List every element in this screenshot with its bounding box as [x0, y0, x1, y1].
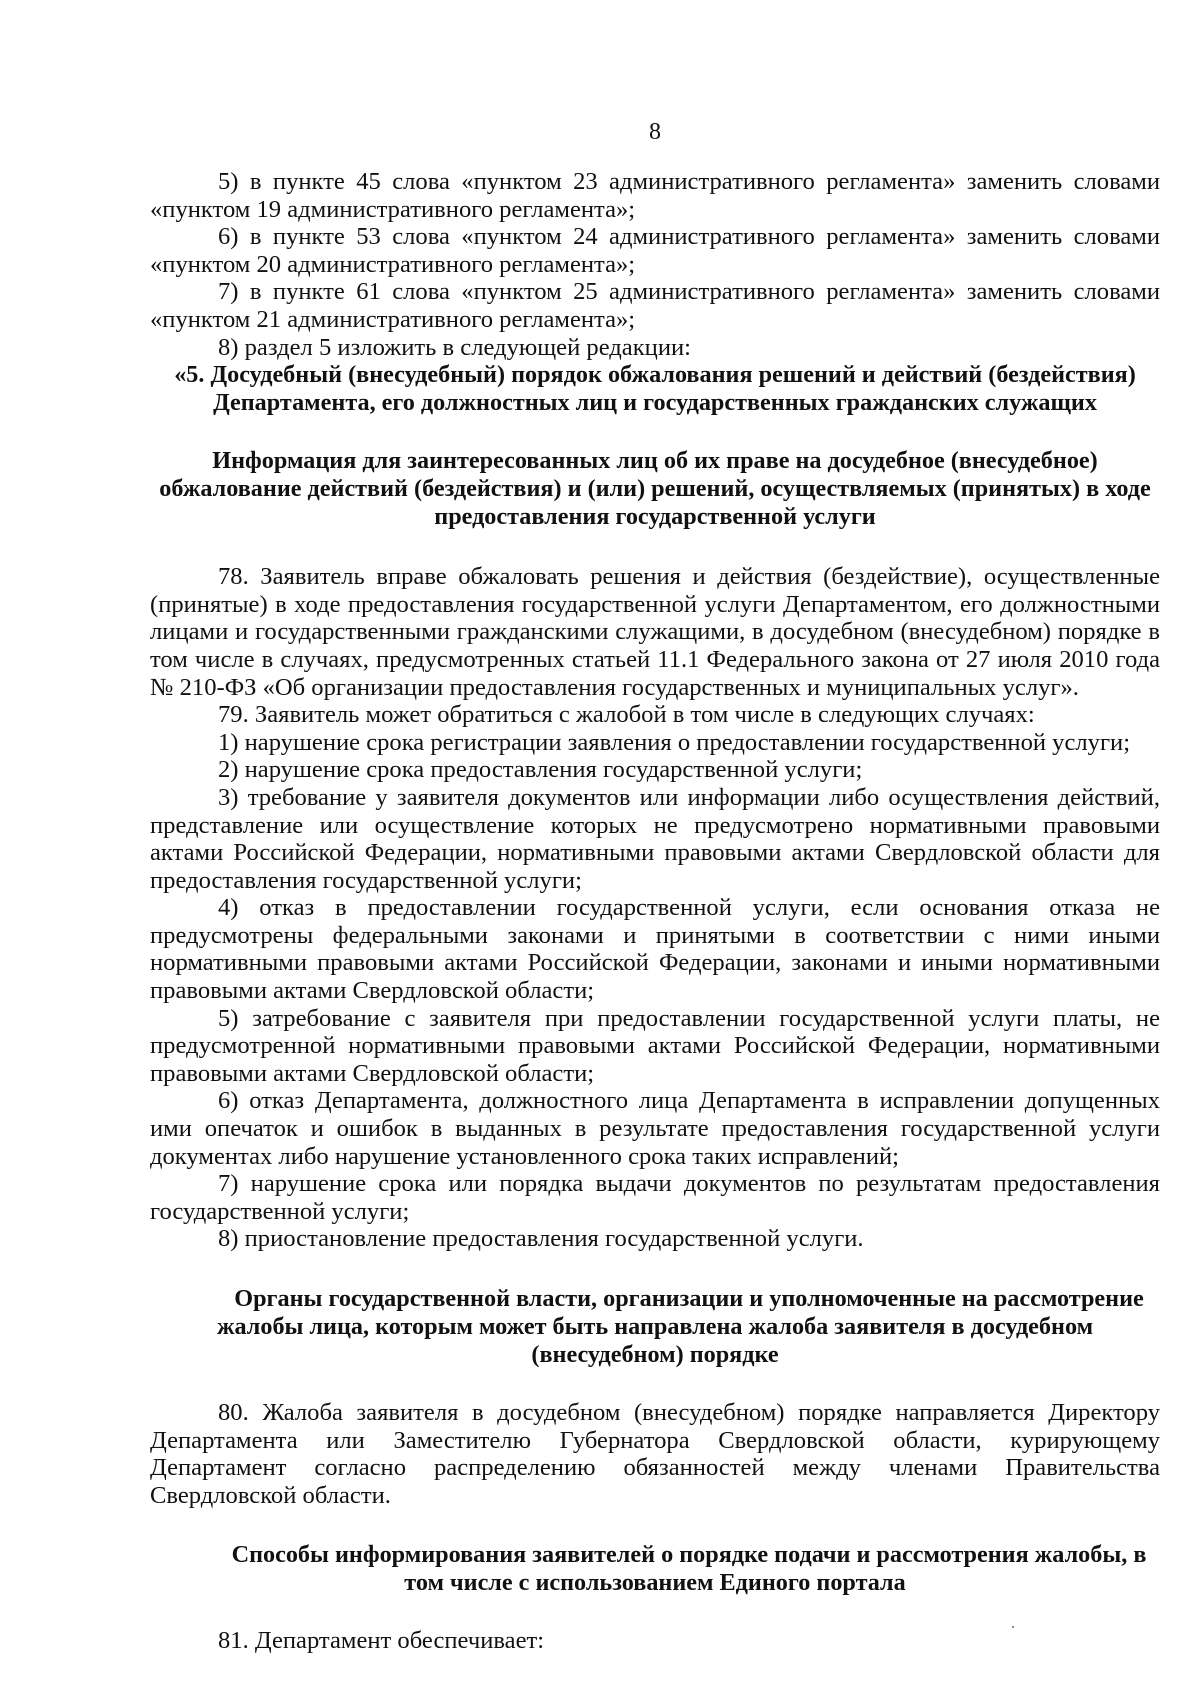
section-heading: «5. Досудебный (внесудебный) порядок обжалования решений и действий (бездействия) Департамента, его должностных лиц и государственных гражданских служащих	[174, 361, 1136, 417]
paragraph: 5) затребование с заявителя при предоставлении государственной услуги платы, не предусмотренной нормативными правовыми актами Российской Федерации, нормативными правовыми актами Свердловской области;	[150, 1004, 1160, 1087]
document-body	[150, 168, 1160, 1655]
section-heading: Органы государственной власти, организации и уполномоченные на рассмотрение жалобы лица, которым может быть направлена жалоба заявителя в досудебном (внесудебном) порядке	[216, 1285, 1144, 1368]
paragraph: 5) в пункте 45 слова «пунктом 23 административного регламента» заменить словами «пунктом 19 административного регламента»;	[150, 168, 1160, 223]
paragraph: 6) в пункте 53 слова «пунктом 24 административного регламента» заменить словами «пунктом 20 административного регламента»;	[150, 223, 1160, 278]
spacer	[150, 1597, 1160, 1627]
paragraph: 78. Заявитель вправе обжаловать решения и действия (бездействие), осуществленные (принятые) в ходе предоставления государственной услуги Департаментом, его должностными лицами и государственными гражданскими служащими, в досудебном (внесудебном) порядке в том числе в случаях, предусмотренных статьей 11.1 Федерального закона от 27 июля 2010 года № 210-ФЗ «Об организации предоставления государственных и муниципальных услуг».	[150, 563, 1160, 701]
spacer	[150, 1253, 1160, 1285]
paragraph: 7) нарушение срока или порядка выдачи документов по результатам предоставления государственной услуги;	[150, 1170, 1160, 1225]
spacer	[150, 531, 1160, 563]
paragraph: 81. Департамент обеспечивает:	[218, 1627, 545, 1655]
paragraph: 79. Заявитель может обратиться с жалобой в том числе в следующих случаях:	[218, 701, 1035, 729]
spacer	[150, 1369, 1160, 1399]
page-number: 8	[649, 119, 661, 145]
paragraph: 3) требование у заявителя документов или информации либо осуществления действий, представление или осуществление которых не предусмотрено нормативными правовыми актами Российской Федерации, нормативными правовыми актами Свердловской области для предоставления государственной услуги;	[150, 783, 1160, 894]
paragraph: 1) нарушение срока регистрации заявления о предоставлении государственной услуги;	[218, 728, 1131, 756]
spacer	[150, 1509, 1160, 1541]
paragraph: 7) в пункте 61 слова «пунктом 25 административного регламента» заменить словами «пунктом 21 административного регламента»;	[150, 278, 1160, 333]
paragraph: 8) приостановление предоставления государственной услуги.	[218, 1225, 864, 1253]
section-heading: Информация для заинтересованных лиц об их праве на досудебное (внесудебное) обжалование действий (бездействия) и (или) решений, осуществляемых (принятых) в ходе предоставления государственной услуги	[159, 447, 1151, 531]
paragraph: 80. Жалоба заявителя в досудебном (внесудебном) порядке направляется Директору Департамента или Заместителю Губернатора Свердловской области, курирующему Департамент согласно распределению обязанностей между членами Правительства Свердловской области.	[150, 1399, 1160, 1509]
paragraph: 6) отказ Департамента, должностного лица Департамента в исправлении допущенных ими опечаток и ошибок в выданных в результате предоставления государственной услуги документах либо нарушение установленного срока таких исправлений;	[150, 1087, 1160, 1170]
paragraph: 2) нарушение срока предоставления государственной услуги;	[218, 756, 863, 784]
paragraph: 8) раздел 5 изложить в следующей редакции:	[218, 333, 691, 361]
spacer	[150, 417, 1160, 447]
section-heading: Способы информирования заявителей о порядке подачи и рассмотрения жалобы, в том числе с использованием Единого портала	[231, 1541, 1147, 1597]
scan-mark	[1012, 1626, 1014, 1628]
paragraph: 4) отказ в предоставлении государственной услуги, если основания отказа не предусмотрены федеральными законами и принятыми в соответствии с ними иными нормативными правовыми актами Российской Федерации, законами и иными нормативными правовыми актами Свердловской области;	[150, 894, 1160, 1005]
